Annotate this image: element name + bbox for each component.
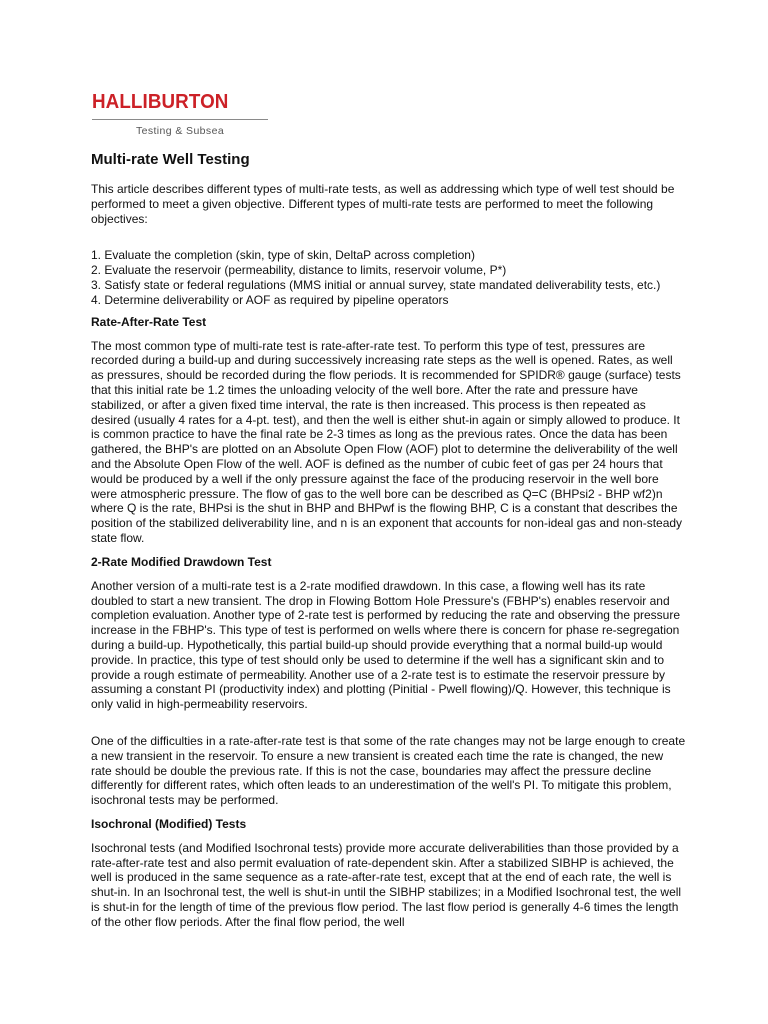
section-heading-rate-after-rate: Rate-After-Rate Test	[91, 314, 207, 329]
spacer	[91, 720, 687, 734]
logo-division: Testing & Subsea	[135, 125, 225, 137]
page-title: Multi-rate Well Testing	[91, 151, 250, 168]
spacer	[91, 234, 687, 248]
section-heading-isochronal: Isochronal (Modified) Tests	[91, 816, 247, 831]
objective-item: 4. Determine deliverability or AOF as required by pipeline operators	[91, 292, 449, 307]
section-heading-two-rate: 2-Rate Modified Drawdown Test	[91, 554, 272, 569]
halliburton-logo	[92, 90, 268, 138]
rate-after-rate-paragraph: The most common type of multi-rate test is rate-after-rate test. To perform this type of test, pressures are recorded during a build-up and during successively increasing rate steps as the well is opened. Rates, as well as pressures, should be recorded during the flow periods. It is recommended for SPIDR® gauge (surface) tests that this initial rate be 1.2 times the unloading velocity of the well bore. After the rate and pressure have stabilized, or after a given fixed time interval, the rate is then increased. This process is then repeated as desired (usually 4 rates for a 4-pt. test), and then the well is either shut-in again or simply allowed to produce. It is common practice to have the final rate be 2-3 times as long as the previous rates. Once the data has been gathered, the BHP's are plotted on an Absolute Open Flow (AOF) plot to determine the deliverability of the well and the Absolute Open Flow of the well. AOF is defined as the number of cubic feet of gas per 24 hours that would be produced by a well if the only pressure against the face of the producing reservoir in the well bore were atmospheric pressure. The flow of gas to the well bore can be described as Q=C (BHPsi2 - BHP wf2)n where Q is the rate, BHPsi is the shut in BHP and BHPwf is the flowing BHP, C is a constant that describes the position of the stabilized deliverability line, and n is an exponent that accounts for non-ideal gas and non-steady state flow.	[91, 338, 683, 545]
intro-paragraph: This article describes different types of multi-rate tests, as well as addressing which type of well test should be performed to meet a given objective. Different types of multi-rate tests are performed to meet the following objectives:	[91, 182, 675, 226]
two-rate-paragraph-2: One of the difficulties in a rate-after-rate test is that some of the rate changes may not be large enough to create a new transient in the reservoir. To ensure a new transient is created each time the rate is changed, the new rate should be double the previous rate. If this is not the case, boundaries may affect the pressure decline differently for different rates, which often leads to an underestimation of the well's PI. To mitigate this problem, isochronal tests may be performed.	[91, 733, 686, 808]
logo-divider	[92, 119, 268, 120]
isochronal-paragraph: Isochronal tests (and Modified Isochronal tests) provide more accurate deliverabilities than those provided by a rate-after-rate test and also permit evaluation of rate-dependent skin. After a stabilized SIBHP is achieved, the well is produced in the same sequence as a rate-after-rate test, except that at the end of each rate, the well is shut-in. In an Isochronal test, the well is shut-in until the SIBHP stabilizes; in a Modified Isochronal test, the well is shut-in for the length of time of the previous flow period. The last flow period is generally 4-6 times the length of the other flow periods. After the final flow period, the well	[91, 840, 682, 929]
article-body	[91, 150, 687, 938]
objective-item: 3. Satisfy state or federal regulations (MMS initial or annual survey, state mandated deliverability tests, etc.)	[91, 277, 661, 292]
logo-wordmark: HALLIBURTON	[92, 91, 229, 113]
objectives-list	[91, 248, 687, 307]
objective-item: 2. Evaluate the reservoir (permeability, distance to limits, reservoir volume, P*)	[91, 263, 507, 278]
two-rate-paragraph-1: Another version of a multi-rate test is a 2-rate modified drawdown. In this case, a flowing well has its rate doubled to start a new transient. The drop in Flowing Bottom Hole Pressure's (FBHP's) enables reservoir and completion evaluation. Another type of 2-rate test is performed by reducing the rate and observing the pressure increase in the FBHP's. This type of test is performed on wells where there is concern for phase re-segregation during a build-up. Hypothetically, this partial build-up should provide everything that a normal build-up would provide. In practice, this type of test should only be used to determine if the well has a significant skin and to provide a rough estimate of permeability. Another use of a 2-rate test is to estimate the reservoir pressure by assuming a constant PI (productivity index) and plotting (Pinitial - Pwell flowing)/Q. However, this technique is only valid in high-permeability reservoirs.	[91, 578, 681, 712]
objective-item: 1. Evaluate the completion (skin, type of skin, DeltaP across completion)	[91, 248, 475, 263]
